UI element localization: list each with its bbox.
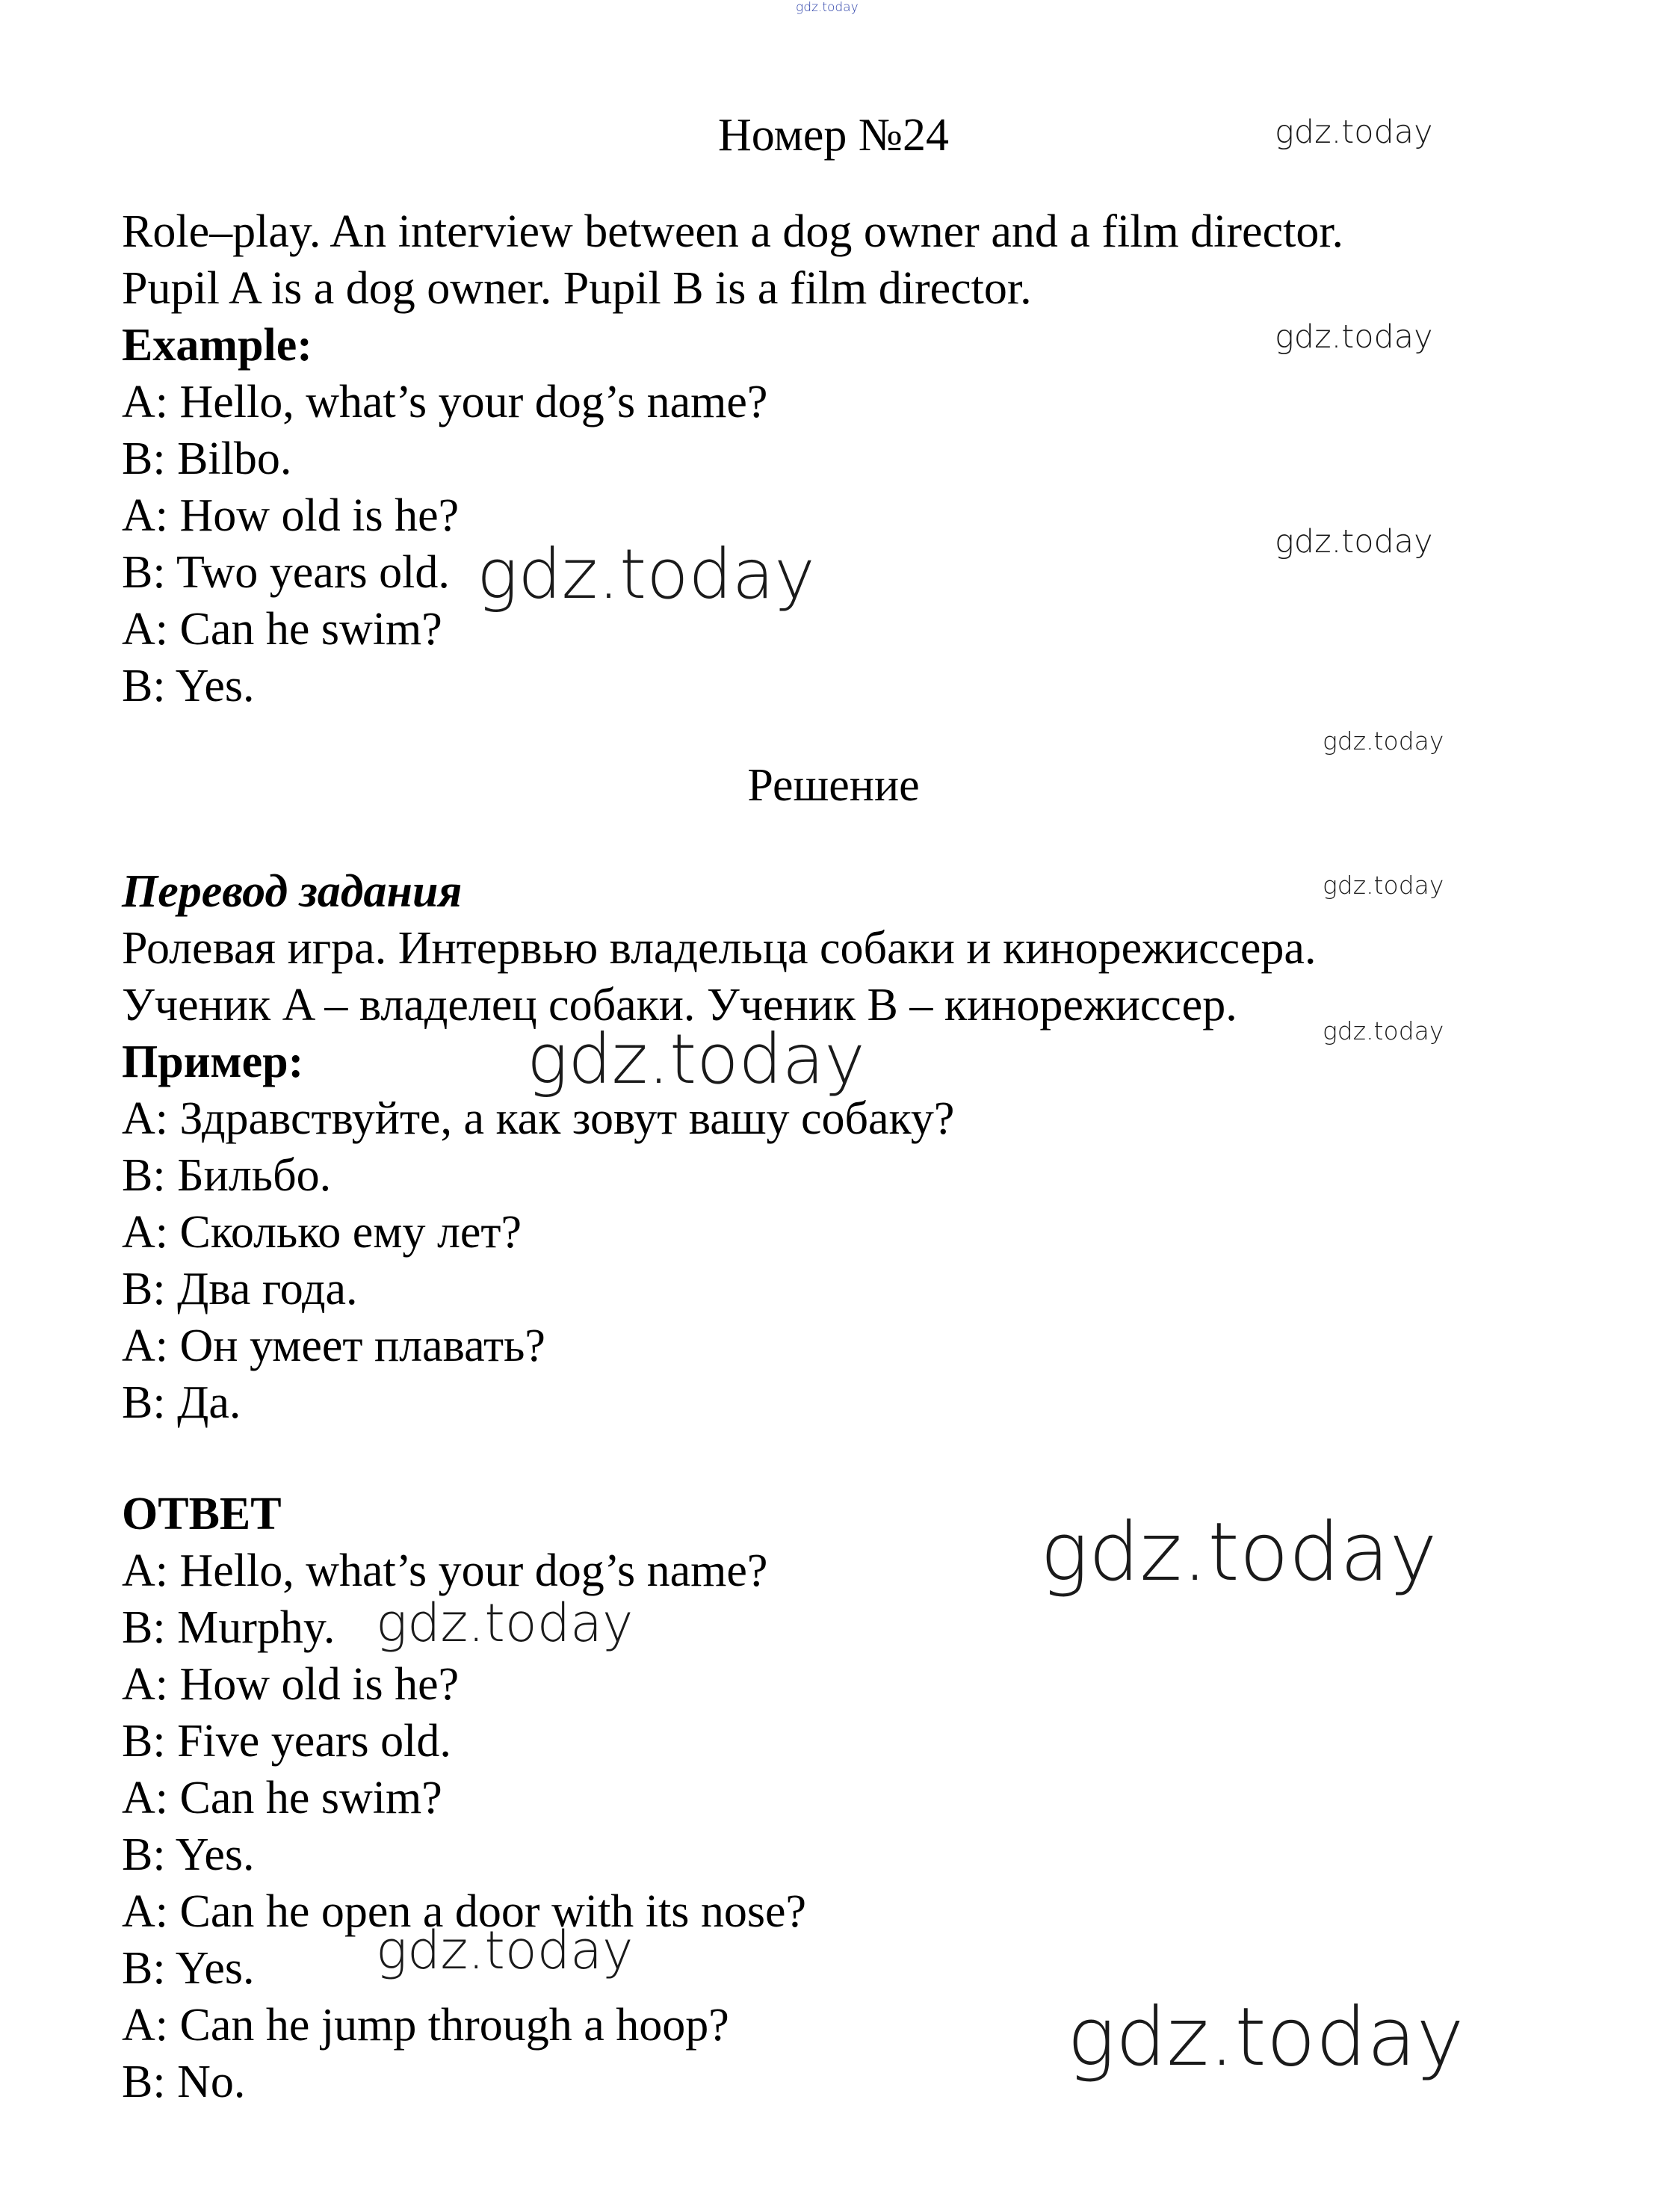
dialogue-line: A: Hello, what’s your dog’s name?: [122, 377, 768, 427]
dialogue-line: A: Can he swim?: [122, 1773, 442, 1823]
watermark: gdz.today: [1323, 1016, 1444, 1045]
answer-block: [122, 1486, 806, 2110]
dialogue-line: B: Yes.: [122, 1829, 255, 1880]
dialogue-line: A: Can he jump through a hoop?: [122, 2000, 729, 2051]
dialogue-line: B: Два года.: [122, 1264, 358, 1314]
dialogue-line: B: Да.: [122, 1377, 241, 1428]
watermark-top: gdz.today: [796, 0, 859, 15]
dialogue-line: A: How old is he?: [122, 490, 460, 541]
dialogue-line: A: Hello, what’s your dog’s name?: [122, 1545, 768, 1596]
watermark: gdz.today: [1275, 318, 1433, 356]
watermark: gdz.today: [1067, 1991, 1465, 2084]
dialogue-line: B: Бильбо.: [122, 1150, 332, 1201]
dialogue-line: B: No.: [122, 2057, 246, 2107]
dialogue-line: A: Сколько ему лет?: [122, 1207, 522, 1258]
watermark: gdz.today: [527, 1019, 865, 1099]
dialogue-line: B: Murphy.: [122, 1602, 335, 1653]
task-block: [122, 203, 1343, 714]
task-line: Pupil A is a dog owner. Pupil B is a film director.: [122, 263, 1032, 314]
watermark: gdz.today: [477, 534, 815, 614]
dialogue-line: A: Он умеет плавать?: [122, 1320, 545, 1371]
watermark: gdz.today: [1275, 523, 1433, 560]
watermark: gdz.today: [376, 1920, 634, 1981]
dialogue-line: B: Two years old.: [122, 547, 450, 598]
watermark: gdz.today: [1323, 871, 1444, 900]
translation-heading: Перевод задания: [122, 866, 463, 917]
watermark: gdz.today: [1323, 726, 1444, 756]
watermark: gdz.today: [1040, 1506, 1438, 1599]
translation-block: [122, 863, 1316, 1431]
example-label: Example:: [122, 320, 312, 371]
dialogue-line: A: Здравствуйте, а как зовут вашу собаку?: [122, 1093, 955, 1144]
translation-line: Ролевая игра. Интервью владельца собаки и кинорежиссера.: [122, 923, 1317, 974]
dialogue-line: A: Can he swim?: [122, 604, 442, 655]
solution-heading: Решение: [747, 760, 920, 811]
example-label: Пример:: [122, 1037, 304, 1087]
dialogue-line: B: Yes.: [122, 661, 255, 711]
dialogue-line: B: Bilbo.: [122, 433, 292, 484]
dialogue-line: B: Yes.: [122, 1943, 255, 1994]
task-line: Role–play. An interview between a dog owner and a film director.: [122, 206, 1344, 257]
watermark: gdz.today: [1275, 114, 1433, 151]
dialogue-line: B: Five years old.: [122, 1716, 451, 1767]
answer-heading: ОТВЕТ: [122, 1489, 282, 1539]
dialogue-line: A: Can he open a door with its nose?: [122, 1886, 807, 1937]
watermark: gdz.today: [376, 1592, 634, 1654]
translation-line: Ученик A – владелец собаки. Ученик B – кинорежиссер.: [122, 980, 1237, 1031]
dialogue-line: A: How old is he?: [122, 1659, 460, 1710]
page-title: Номер №24: [717, 110, 949, 161]
